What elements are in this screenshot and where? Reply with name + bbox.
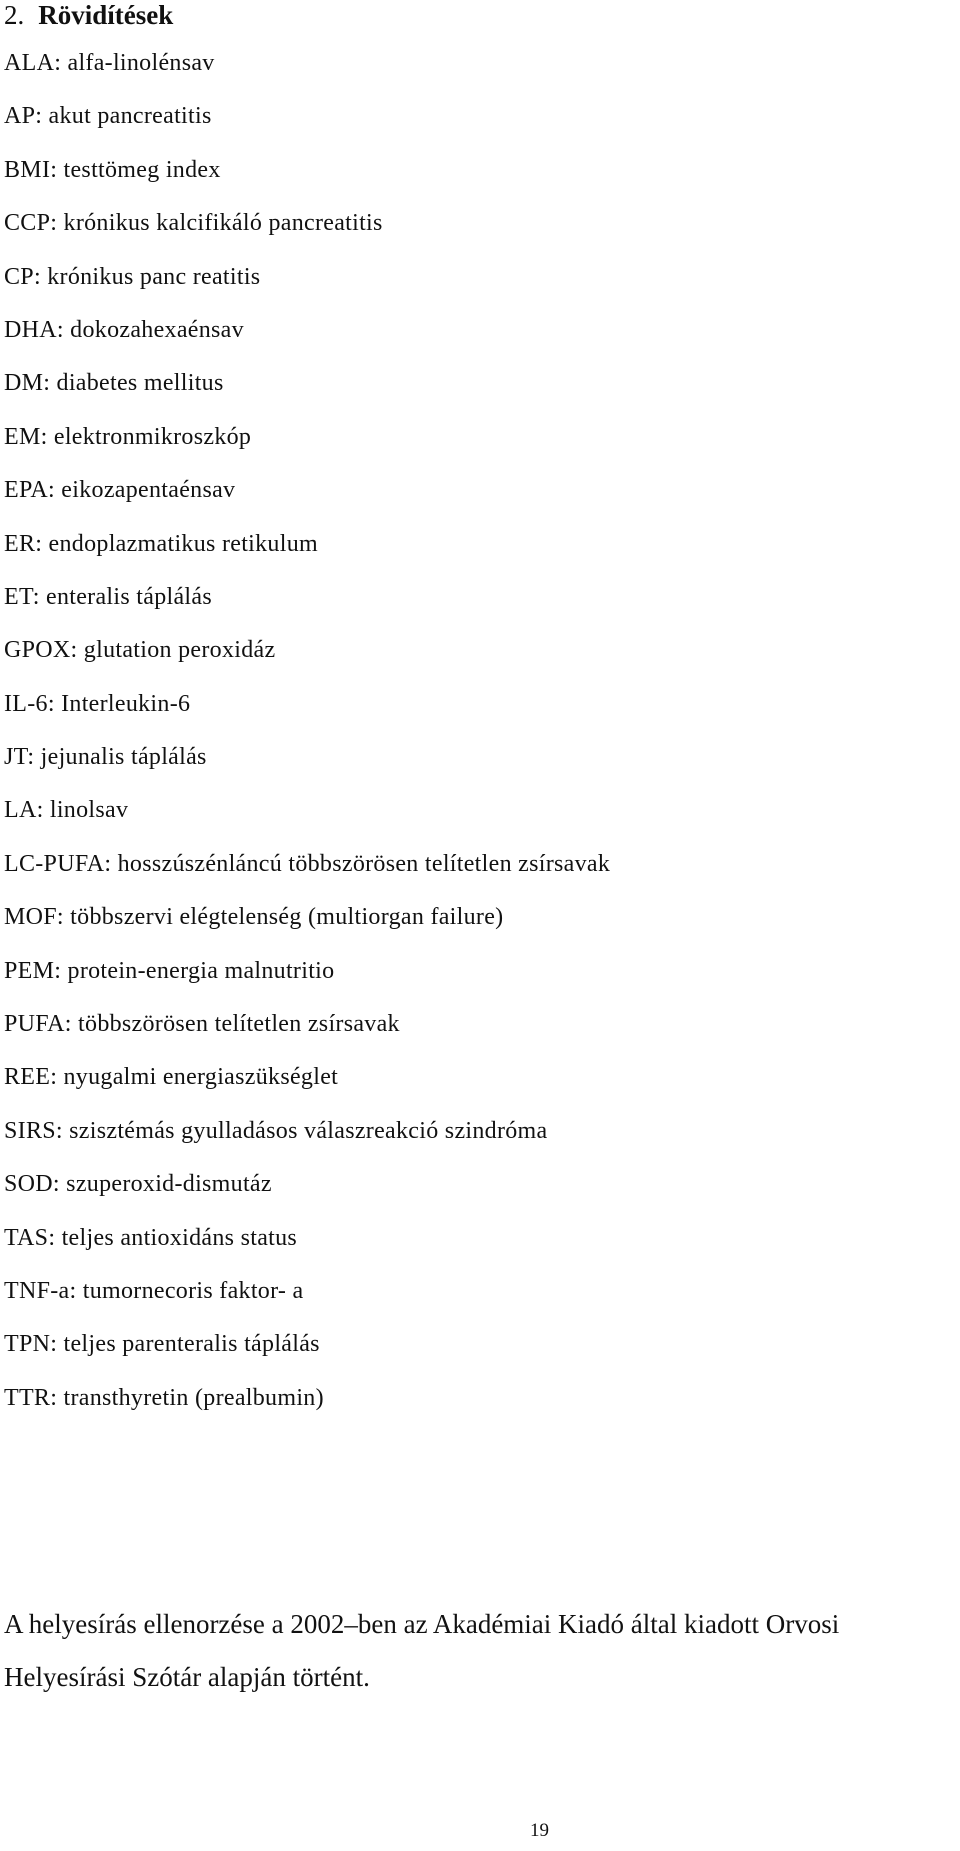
abbreviation-item: AP: akut pancreatitis (4, 103, 212, 130)
abbreviation-item: SOD: szuperoxid-dismutáz (4, 1171, 272, 1198)
section-number: 2. (4, 0, 25, 30)
abbreviation-item: LC-PUFA: hosszúszénláncú többszörösen telítetlen zsírsavak (4, 850, 611, 877)
page-number: 19 (530, 1820, 549, 1841)
abbreviation-item: TPN: teljes parenteralis táplálás (4, 1331, 320, 1358)
abbreviation-item: MOF: többszervi elégtelenség (multiorgan failure) (4, 904, 504, 931)
spelling-note: A helyesírás ellenorzése a 2002–ben az Akadémiai Kiadó által kiadott Orvosi Helyesírási Szótár alapján történt. (4, 1609, 840, 1692)
abbreviation-item: PUFA: többszörösen telítetlen zsírsavak (4, 1011, 400, 1038)
abbreviation-item: DHA: dokozahexaénsav (4, 316, 244, 343)
abbreviation-item: JT: jejunalis táplálás (4, 744, 207, 771)
section-heading (4, 0, 173, 30)
abbreviation-item: LA: linolsav (4, 797, 129, 824)
abbreviation-item: PEM: protein-energia malnutritio (4, 957, 335, 984)
abbreviation-item: CP: krónikus panc reatitis (4, 263, 261, 290)
abbreviation-item: EPA: eikozapentaénsav (4, 477, 236, 504)
abbreviation-item: CCP: krónikus kalcifikáló pancreatitis (4, 210, 383, 237)
abbreviation-item: TTR: transthyretin (prealbumin) (4, 1384, 324, 1411)
abbreviation-item: SIRS: szisztémás gyulladásos válaszreakció szindróma (4, 1117, 548, 1144)
abbreviation-item: EM: elektronmikroszkóp (4, 423, 252, 450)
abbreviation-list (4, 43, 610, 1431)
abbreviation-item: ER: endoplazmatikus retikulum (4, 530, 318, 557)
abbreviation-item: GPOX: glutation peroxidáz (4, 637, 276, 664)
abbreviation-item: DM: diabetes mellitus (4, 370, 224, 397)
abbreviation-item: TAS: teljes antioxidáns status (4, 1224, 298, 1251)
abbreviation-item: REE: nyugalmi energiaszükséglet (4, 1064, 339, 1091)
abbreviation-item: ET: enteralis táplálás (4, 583, 212, 610)
section-title: Rövidítések (38, 0, 174, 30)
abbreviation-item: ALA: alfa-linolénsav (4, 50, 215, 76)
abbreviation-item: IL-6: Interleukin-6 (4, 690, 191, 717)
abbreviation-item: TNF-a: tumornecoris faktor- a (4, 1277, 304, 1304)
abbreviation-item: BMI: testtömeg index (4, 156, 221, 183)
